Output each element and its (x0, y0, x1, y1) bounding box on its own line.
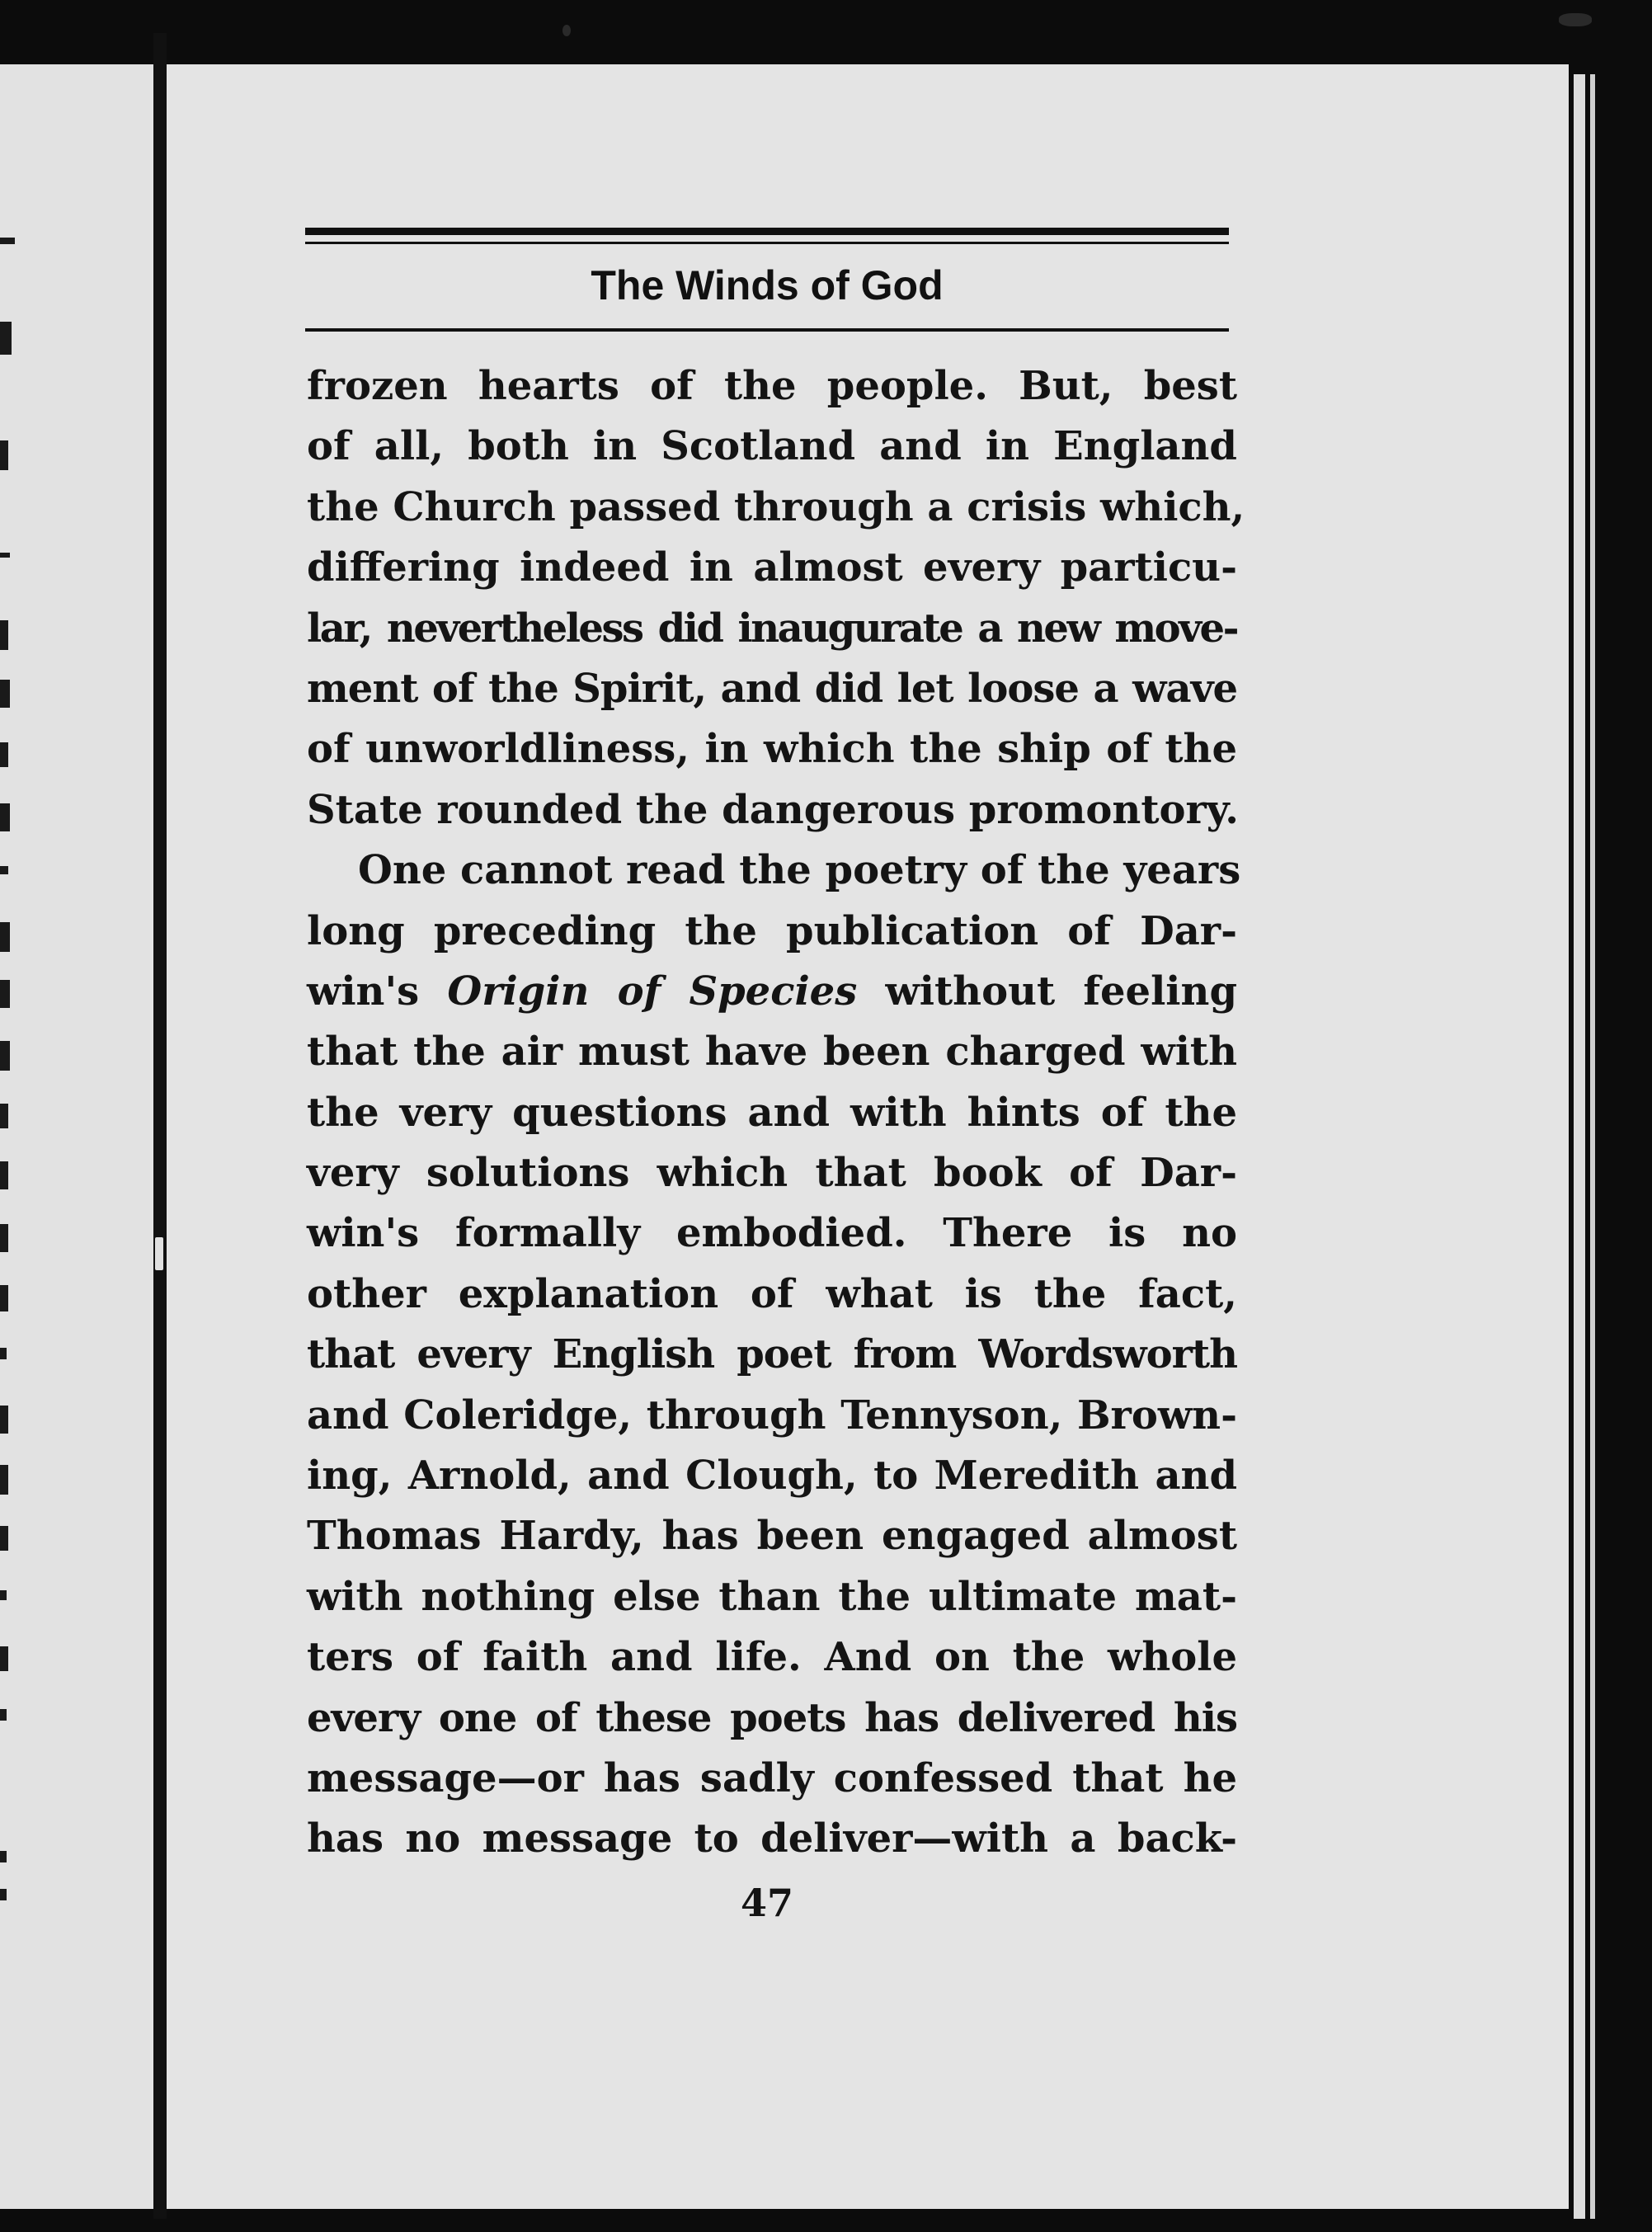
text-line: other explanation of what is the fact, (307, 1270, 1237, 1317)
header-rule-thick (305, 228, 1229, 235)
body-text (307, 356, 1245, 1870)
text-line: of all, both in Scotland and in England (307, 423, 1237, 470)
text-line: One cannot read the poetry of the years (358, 847, 1241, 894)
header-rule-bottom (305, 328, 1229, 332)
text-line (307, 962, 1237, 1022)
running-head: The Winds of God (591, 262, 944, 308)
text-line: very solutions which that book of Dar- (307, 1150, 1237, 1197)
text-line: that every English poet from Wordsworth (307, 1331, 1237, 1378)
text-line: win's formally embodied. There is no (307, 1210, 1237, 1257)
text-line: that the air must have been charged with (307, 1029, 1237, 1076)
text-line: Thomas Hardy, has been engaged almost (307, 1513, 1237, 1560)
text-run: win's (307, 968, 448, 1015)
adjacent-page-text-fragments (0, 64, 33, 2209)
text-line: message—or has sadly confessed that he (307, 1754, 1237, 1801)
book-gutter (153, 33, 167, 2219)
adjacent-page-edge (0, 64, 153, 2209)
text-line: frozen hearts of the people. But, best (307, 363, 1237, 409)
text-line: every one of these poets has delivered his (307, 1694, 1237, 1741)
page-number: 47 (740, 1881, 793, 1925)
text-line: ters of faith and life. And on the whole (307, 1634, 1237, 1681)
text-line: State rounded the dangerous promontory. (307, 786, 1239, 833)
text-line: of unworldliness, in which the ship of the (307, 726, 1237, 773)
text-line: the Church passed through a crisis which, (307, 483, 1245, 530)
text-line: ing, Arnold, and Clough, to Meredith and (307, 1453, 1237, 1500)
text-line: has no message to deliver—with a back- (307, 1815, 1237, 1862)
text-line: ment of the Spirit, and did let loose a wave (307, 665, 1237, 712)
page-stack-edge (1569, 49, 1652, 2232)
text-run: without feeling (857, 968, 1238, 1015)
text-line: long preceding the publication of Dar- (307, 907, 1237, 954)
header-rule-thin (305, 242, 1229, 244)
text-line: and Coleridge, through Tennyson, Brown- (307, 1391, 1237, 1439)
text-line: the very questions and with hints of the (307, 1089, 1237, 1136)
text-line: lar, nevertheless did inaugurate a new move- (307, 605, 1237, 652)
text-line: differing indeed in almost every particu- (307, 544, 1237, 591)
book-title-italic: Origin of Species (447, 968, 858, 1015)
text-line: with nothing else than the ultimate mat- (307, 1573, 1237, 1620)
